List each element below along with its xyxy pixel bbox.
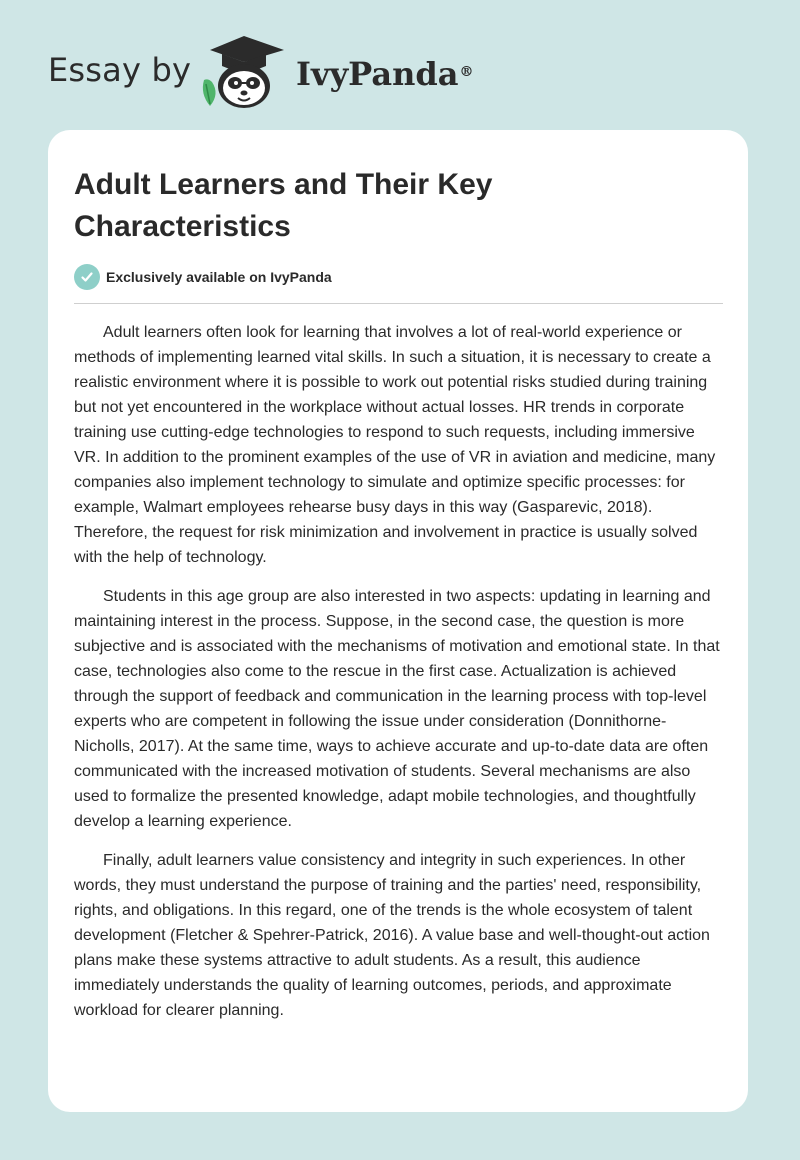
badge-text: Exclusively available on IvyPanda <box>106 269 332 285</box>
site-header <box>0 0 800 130</box>
essay-card <box>48 130 748 1112</box>
paragraph: Students in this age group are also interested in two aspects: updating in learning and maintaining interest in the process. Suppose, in the second case, the question is more subjective and is associated with the mechanisms of motivation and emotional state. In that case, technologies also come to the rescue in the first case. Actualization is achieved through the support of feedback and communication in the learning process with top-level experts who are competent in following the issue under consideration (Donnithorne-Nicholls, 2017). At the same time, ways to achieve accurate and up-to-date data are often communicated with the increased motivation of students. Several mechanisms are also used to formalize the presented knowledge, adapt mobile technologies, and thoughtfully develop a learning experience. <box>74 588 720 830</box>
check-circle-icon <box>74 264 100 290</box>
paragraph: Finally, adult learners value consistency and integrity in such experiences. In other words, they must understand the purpose of training and the parties' need, responsibility, rights, and obligations. In this regard, one of the trends is the whole ecosystem of talent development (Fletcher & Spehrer-Patrick, 2016). A value base and well-thought-out action plans make these systems attractive to adult students. As a result, this audience immediately understands the quality of learning outcomes, periods, and approximate workload for clearer planning. <box>74 852 710 1019</box>
brand-name[interactable] <box>296 54 473 94</box>
exclusive-badge <box>74 264 332 290</box>
brand-prefix: Essay by <box>48 51 192 89</box>
panda-logo-icon[interactable] <box>198 30 290 112</box>
brand-name-text: IvyPanda <box>296 55 459 93</box>
paragraph: Adult learners often look for learning that involves a lot of real-world experience or methods of implementing learned vital skills. In such a situation, it is necessary to create a realistic environment where it is possible to work out potential risks studied during training but not yet encountered in the workplace without actual losses. HR trends in corporate training use cutting-edge technologies to respond to such requests, including immersive VR. In addition to the prominent examples of the use of VR in aviation and medicine, many companies also implement technology to simulate and optimize specific processes: for example, Walmart employees rehearse busy days in this way (Gasparevic, 2018). Therefore, the request for risk minimization and involvement in practice is usually solved with the help of technology. <box>74 324 716 566</box>
essay-body <box>74 320 724 1037</box>
divider <box>74 303 723 304</box>
registered-mark: ® <box>459 64 474 80</box>
page-title: Adult Learners and Their Key Characteristics <box>74 168 493 243</box>
